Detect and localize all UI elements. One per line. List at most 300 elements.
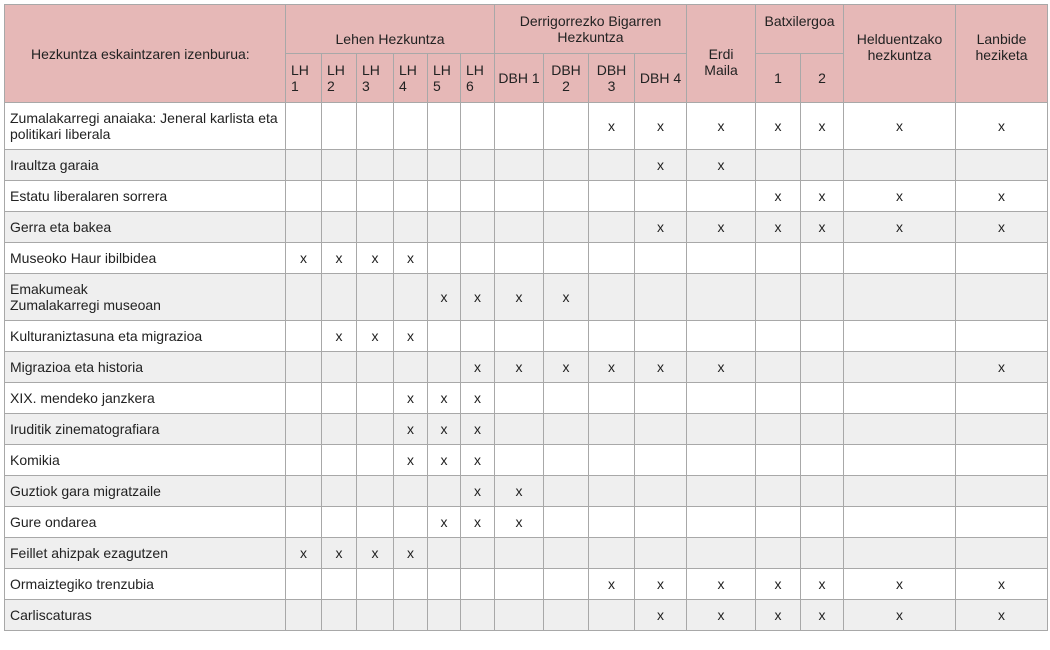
x-mark: x <box>657 219 664 235</box>
mark-cell <box>286 212 322 243</box>
mark-cell <box>844 212 956 243</box>
x-mark: x <box>440 452 448 468</box>
mark-cell <box>589 600 635 631</box>
mark-cell <box>286 507 322 538</box>
mark-cell <box>844 569 956 600</box>
mark-cell <box>801 600 844 631</box>
mark-cell <box>461 445 495 476</box>
sub-lh5: LH 5 <box>428 54 461 103</box>
mark-cell <box>394 569 428 600</box>
x-mark: x <box>657 576 664 592</box>
erdi-maila-label: Erdi Maila <box>704 45 738 78</box>
mark-cell <box>544 414 589 445</box>
mark-cell <box>844 476 956 507</box>
mark-cell <box>687 212 756 243</box>
mark-cell <box>635 103 687 150</box>
mark-cell <box>394 507 428 538</box>
x-mark: x <box>998 359 1006 375</box>
x-mark: x <box>515 483 523 499</box>
mark-cell <box>589 212 635 243</box>
sub-lh6: LH 6 <box>461 54 495 103</box>
x-mark: x <box>371 545 379 561</box>
x-mark: x <box>896 607 904 623</box>
x-mark: x <box>474 514 481 530</box>
mark-cell <box>286 600 322 631</box>
mark-cell <box>461 538 495 569</box>
mark-cell <box>687 352 756 383</box>
table-row <box>5 274 1048 321</box>
mark-cell <box>756 600 801 631</box>
mark-cell <box>801 103 844 150</box>
mark-cell <box>956 352 1048 383</box>
x-mark: x <box>608 359 615 375</box>
mark-cell <box>544 507 589 538</box>
mark-cell <box>687 150 756 181</box>
x-mark: x <box>896 118 904 134</box>
x-mark: x <box>440 289 448 305</box>
x-mark: x <box>998 576 1006 592</box>
x-mark: x <box>515 514 523 530</box>
mark-cell <box>495 150 544 181</box>
x-mark: x <box>371 250 379 266</box>
mark-cell <box>394 352 428 383</box>
mark-cell <box>801 181 844 212</box>
mark-cell <box>286 414 322 445</box>
mark-cell <box>428 212 461 243</box>
table-row <box>5 212 1048 243</box>
mark-cell <box>286 538 322 569</box>
mark-cell <box>635 445 687 476</box>
mark-cell <box>495 538 544 569</box>
mark-cell <box>544 538 589 569</box>
mark-cell <box>801 352 844 383</box>
mark-cell <box>495 414 544 445</box>
mark-cell <box>844 274 956 321</box>
mark-cell <box>495 274 544 321</box>
sub-batx-1: 1 <box>756 54 801 103</box>
x-mark: x <box>562 359 570 375</box>
mark-cell <box>428 274 461 321</box>
x-mark: x <box>440 421 448 437</box>
mark-cell <box>635 600 687 631</box>
mark-cell <box>322 476 357 507</box>
mark-cell <box>357 150 394 181</box>
mark-cell <box>687 414 756 445</box>
mark-cell <box>589 274 635 321</box>
mark-cell <box>394 212 428 243</box>
mark-cell <box>286 445 322 476</box>
mark-cell <box>687 600 756 631</box>
table-row <box>5 600 1048 631</box>
sub-lh2: LH 2 <box>322 54 357 103</box>
mark-cell <box>756 383 801 414</box>
mark-cell <box>756 181 801 212</box>
row-title: Migrazioa eta historia <box>5 352 286 383</box>
x-mark: x <box>998 118 1006 134</box>
x-mark: x <box>896 576 904 592</box>
mark-cell <box>687 243 756 274</box>
x-mark: x <box>717 576 725 592</box>
mark-cell <box>461 103 495 150</box>
mark-cell <box>322 569 357 600</box>
x-mark: x <box>818 219 826 235</box>
mark-cell <box>844 445 956 476</box>
mark-cell <box>428 569 461 600</box>
mark-cell <box>589 150 635 181</box>
mark-cell <box>801 414 844 445</box>
mark-cell <box>394 274 428 321</box>
mark-cell <box>357 538 394 569</box>
mark-cell <box>286 383 322 414</box>
mark-cell <box>461 383 495 414</box>
mark-cell <box>322 321 357 352</box>
mark-cell <box>589 569 635 600</box>
mark-cell <box>589 383 635 414</box>
mark-cell <box>428 383 461 414</box>
sub-lh1: LH 1 <box>286 54 322 103</box>
mark-cell <box>495 212 544 243</box>
mark-cell <box>801 212 844 243</box>
mark-cell <box>322 507 357 538</box>
mark-cell <box>687 103 756 150</box>
x-mark: x <box>774 607 782 623</box>
mark-cell <box>756 414 801 445</box>
mark-cell <box>357 600 394 631</box>
row-title: Carliscaturas <box>5 600 286 631</box>
mark-cell <box>844 600 956 631</box>
x-mark: x <box>818 607 826 623</box>
row-title: Estatu liberalaren sorrera <box>5 181 286 212</box>
mark-cell <box>844 103 956 150</box>
x-mark: x <box>407 421 414 437</box>
x-mark: x <box>774 576 782 592</box>
row-title: Ormaiztegiko trenzubia <box>5 569 286 600</box>
mark-cell <box>428 445 461 476</box>
row-title: Feillet ahizpak ezagutzen <box>5 538 286 569</box>
x-mark: x <box>608 576 615 592</box>
mark-cell <box>844 243 956 274</box>
mark-cell <box>461 600 495 631</box>
mark-cell <box>956 600 1048 631</box>
mark-cell <box>687 569 756 600</box>
mark-cell <box>635 212 687 243</box>
mark-cell <box>801 243 844 274</box>
x-mark: x <box>896 219 904 235</box>
mark-cell <box>635 414 687 445</box>
mark-cell <box>495 383 544 414</box>
mark-cell <box>286 150 322 181</box>
row-title: Museoko Haur ibilbidea <box>5 243 286 274</box>
row-title: Emakumeak Zumalakarregi museoan <box>5 274 286 321</box>
mark-cell <box>589 445 635 476</box>
mark-cell <box>428 103 461 150</box>
row-title: Guztiok gara migratzaile <box>5 476 286 507</box>
mark-cell <box>394 445 428 476</box>
mark-cell <box>956 321 1048 352</box>
x-mark: x <box>300 250 307 266</box>
sub-batx-2: 2 <box>801 54 844 103</box>
mark-cell <box>495 243 544 274</box>
x-mark: x <box>515 359 523 375</box>
mark-cell <box>844 181 956 212</box>
mark-cell <box>956 212 1048 243</box>
mark-cell <box>394 414 428 445</box>
mark-cell <box>394 103 428 150</box>
mark-cell <box>495 181 544 212</box>
mark-cell <box>322 600 357 631</box>
mark-cell <box>956 383 1048 414</box>
mark-cell <box>544 274 589 321</box>
mark-cell <box>635 538 687 569</box>
mark-cell <box>687 538 756 569</box>
mark-cell <box>687 507 756 538</box>
mark-cell <box>756 569 801 600</box>
mark-cell <box>394 538 428 569</box>
mark-cell <box>394 150 428 181</box>
x-mark: x <box>818 118 826 134</box>
x-mark: x <box>300 545 307 561</box>
sub-dbh4: DBH 4 <box>635 54 687 103</box>
x-mark: x <box>407 250 414 266</box>
mark-cell <box>756 274 801 321</box>
mark-cell <box>357 243 394 274</box>
mark-cell <box>589 352 635 383</box>
x-mark: x <box>717 359 725 375</box>
mark-cell <box>544 103 589 150</box>
x-mark: x <box>474 483 481 499</box>
mark-cell <box>756 352 801 383</box>
mark-cell <box>956 507 1048 538</box>
mark-cell <box>544 181 589 212</box>
mark-cell <box>956 476 1048 507</box>
mark-cell <box>461 476 495 507</box>
mark-cell <box>461 274 495 321</box>
mark-cell <box>801 445 844 476</box>
mark-cell <box>461 181 495 212</box>
mark-cell <box>357 507 394 538</box>
mark-cell <box>495 569 544 600</box>
table-row <box>5 414 1048 445</box>
x-mark: x <box>657 359 664 375</box>
x-mark: x <box>407 390 414 406</box>
mark-cell <box>428 150 461 181</box>
sub-lh4: LH 4 <box>394 54 428 103</box>
mark-cell <box>286 321 322 352</box>
row-title: Gure ondarea <box>5 507 286 538</box>
mark-cell <box>589 414 635 445</box>
mark-cell <box>956 274 1048 321</box>
mark-cell <box>544 212 589 243</box>
mark-cell <box>589 243 635 274</box>
x-mark: x <box>515 289 523 305</box>
mark-cell <box>756 150 801 181</box>
mark-cell <box>544 321 589 352</box>
mark-cell <box>428 181 461 212</box>
mark-cell <box>357 103 394 150</box>
mark-cell <box>322 274 357 321</box>
mark-cell <box>589 507 635 538</box>
mark-cell <box>286 181 322 212</box>
table-row <box>5 103 1048 150</box>
mark-cell <box>322 414 357 445</box>
mark-cell <box>801 569 844 600</box>
mark-cell <box>544 569 589 600</box>
x-mark: x <box>474 390 481 406</box>
x-mark: x <box>335 328 343 344</box>
mark-cell <box>286 103 322 150</box>
mark-cell <box>495 507 544 538</box>
x-mark: x <box>562 289 570 305</box>
table-row <box>5 150 1048 181</box>
mark-cell <box>956 538 1048 569</box>
sub-dbh1: DBH 1 <box>495 54 544 103</box>
mark-cell <box>394 243 428 274</box>
row-title: Kulturaniztasuna eta migrazioa <box>5 321 286 352</box>
table-row <box>5 445 1048 476</box>
mark-cell <box>635 507 687 538</box>
x-mark: x <box>407 545 414 561</box>
mark-cell <box>322 538 357 569</box>
mark-cell <box>357 414 394 445</box>
mark-cell <box>286 274 322 321</box>
mark-cell <box>428 476 461 507</box>
mark-cell <box>687 181 756 212</box>
mark-cell <box>844 507 956 538</box>
title-column-header: Hezkuntza eskaintzaren izenburua: <box>5 5 286 103</box>
mark-cell <box>357 352 394 383</box>
table-row <box>5 476 1048 507</box>
mark-cell <box>635 321 687 352</box>
mark-cell <box>544 150 589 181</box>
mark-cell <box>428 600 461 631</box>
x-mark: x <box>407 452 414 468</box>
mark-cell <box>286 243 322 274</box>
table-row <box>5 569 1048 600</box>
x-mark: x <box>474 421 481 437</box>
mark-cell <box>844 352 956 383</box>
mark-cell <box>844 150 956 181</box>
mark-cell <box>322 150 357 181</box>
mark-cell <box>357 274 394 321</box>
mark-cell <box>322 352 357 383</box>
mark-cell <box>756 212 801 243</box>
row-title: XIX. mendeko janzkera <box>5 383 286 414</box>
x-mark: x <box>717 219 725 235</box>
mark-cell <box>589 181 635 212</box>
mark-cell <box>756 243 801 274</box>
x-mark: x <box>998 607 1006 623</box>
mark-cell <box>544 445 589 476</box>
mark-cell <box>461 321 495 352</box>
row-title: Iruditik zinematografiara <box>5 414 286 445</box>
mark-cell <box>322 212 357 243</box>
mark-cell <box>394 383 428 414</box>
mark-cell <box>589 538 635 569</box>
table-row <box>5 181 1048 212</box>
x-mark: x <box>774 118 782 134</box>
mark-cell <box>357 476 394 507</box>
mark-cell <box>801 383 844 414</box>
mark-cell <box>394 476 428 507</box>
mark-cell <box>357 383 394 414</box>
mark-cell <box>286 352 322 383</box>
table-row <box>5 243 1048 274</box>
mark-cell <box>956 445 1048 476</box>
mark-cell <box>844 321 956 352</box>
table-row <box>5 383 1048 414</box>
mark-cell <box>357 445 394 476</box>
x-mark: x <box>896 188 904 204</box>
sub-dbh2: DBH 2 <box>544 54 589 103</box>
x-mark: x <box>657 607 664 623</box>
mark-cell <box>286 569 322 600</box>
table-body <box>5 103 1048 631</box>
mark-cell <box>495 321 544 352</box>
mark-cell <box>801 150 844 181</box>
mark-cell <box>844 538 956 569</box>
mark-cell <box>635 352 687 383</box>
mark-cell <box>394 181 428 212</box>
row-title: Gerra eta bakea <box>5 212 286 243</box>
x-mark: x <box>371 328 379 344</box>
mark-cell <box>322 243 357 274</box>
mark-cell <box>544 476 589 507</box>
x-mark: x <box>474 289 481 305</box>
mark-cell <box>635 274 687 321</box>
x-mark: x <box>818 576 826 592</box>
table-row <box>5 352 1048 383</box>
mark-cell <box>956 414 1048 445</box>
table-row <box>5 507 1048 538</box>
mark-cell <box>428 507 461 538</box>
mark-cell <box>801 507 844 538</box>
x-mark: x <box>440 514 448 530</box>
mark-cell <box>687 383 756 414</box>
mark-cell <box>756 103 801 150</box>
mark-cell <box>956 103 1048 150</box>
mark-cell <box>544 600 589 631</box>
group-erdi-maila <box>687 5 756 103</box>
mark-cell <box>756 507 801 538</box>
mark-cell <box>756 476 801 507</box>
mark-cell <box>635 569 687 600</box>
mark-cell <box>428 352 461 383</box>
mark-cell <box>956 181 1048 212</box>
mark-cell <box>544 243 589 274</box>
mark-cell <box>635 383 687 414</box>
education-offer-table <box>4 4 1048 631</box>
mark-cell <box>589 476 635 507</box>
x-mark: x <box>998 188 1006 204</box>
x-mark: x <box>608 118 615 134</box>
mark-cell <box>428 321 461 352</box>
mark-cell <box>428 243 461 274</box>
sub-lh3: LH 3 <box>357 54 394 103</box>
x-mark: x <box>774 188 782 204</box>
table-row <box>5 321 1048 352</box>
mark-cell <box>286 476 322 507</box>
mark-cell <box>756 538 801 569</box>
mark-cell <box>756 445 801 476</box>
mark-cell <box>544 352 589 383</box>
group-dbh: Derrigorrezko Bigarren Hezkuntza <box>495 5 687 54</box>
mark-cell <box>801 321 844 352</box>
row-title: Zumalakarregi anaiaka: Jeneral karlista eta politikari liberala <box>5 103 286 150</box>
x-mark: x <box>717 607 725 623</box>
mark-cell <box>635 476 687 507</box>
mark-cell <box>394 600 428 631</box>
x-mark: x <box>407 328 414 344</box>
